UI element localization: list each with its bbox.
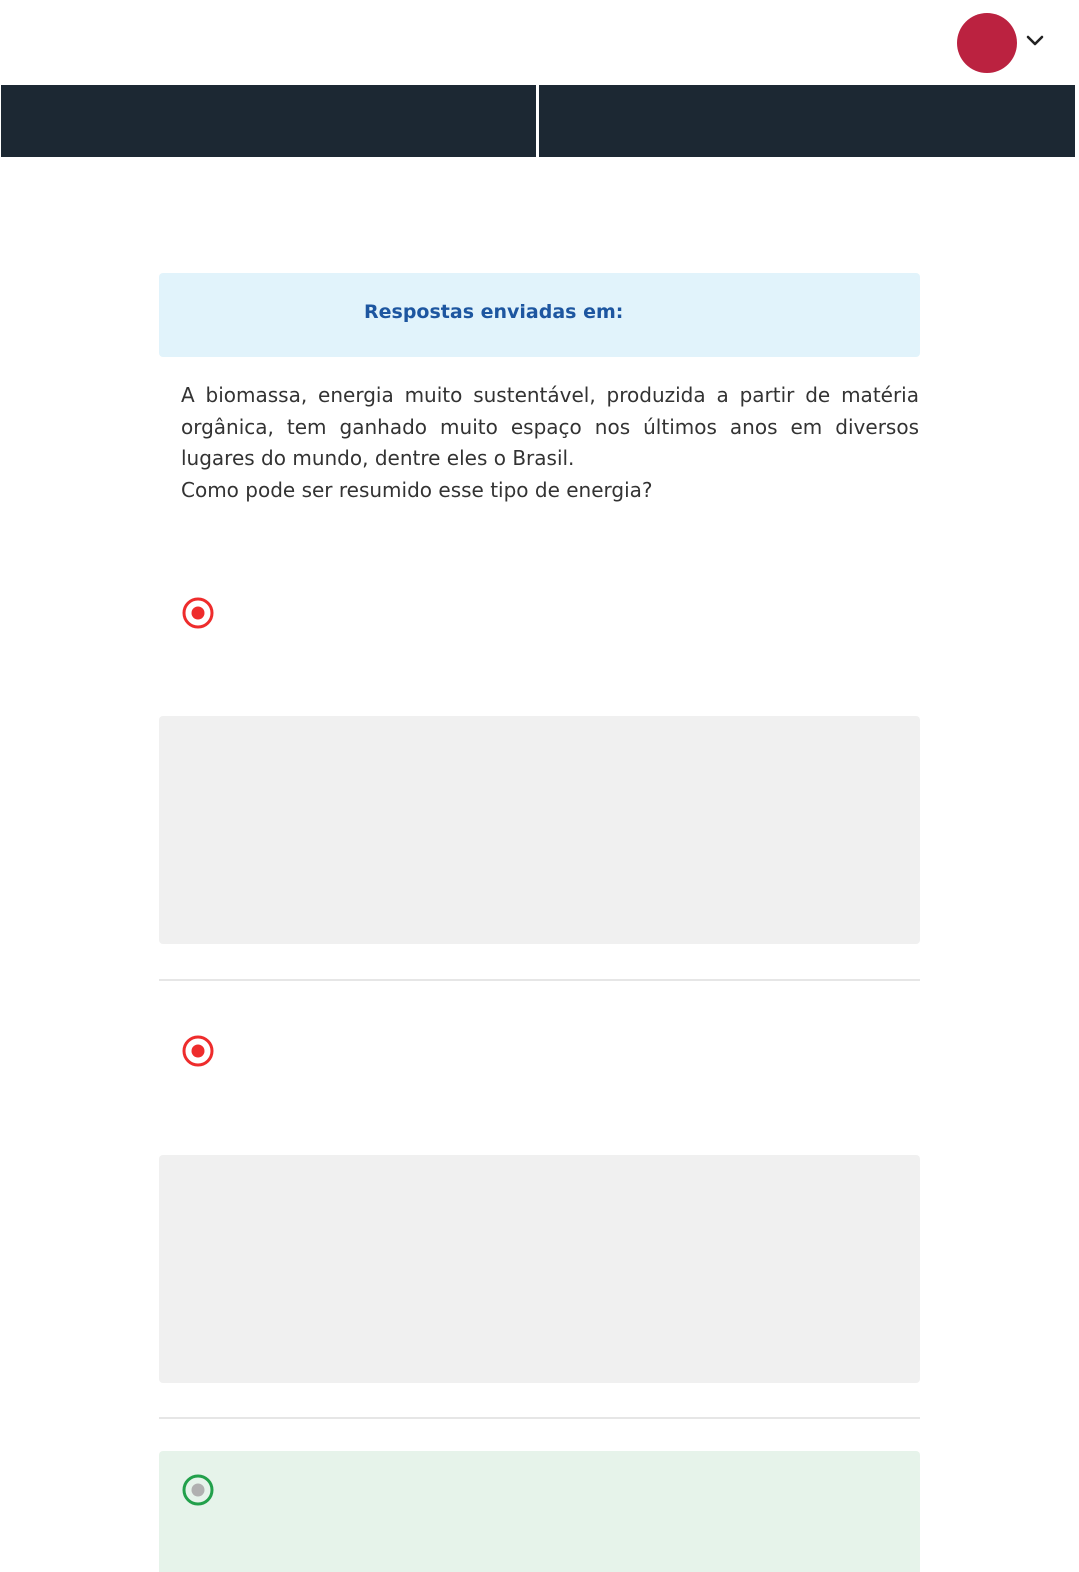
top-bar — [0, 0, 1079, 85]
answer-option-2-content — [159, 1155, 920, 1383]
avatar[interactable] — [957, 13, 1017, 73]
radio-selected-icon[interactable] — [181, 1034, 215, 1068]
submission-banner — [159, 273, 920, 357]
nav-tab-right[interactable] — [539, 85, 1075, 157]
nav-tab-left[interactable] — [1, 85, 536, 157]
chevron-down-icon[interactable] — [1024, 30, 1046, 52]
radio-correct-icon[interactable] — [181, 1473, 215, 1507]
divider — [159, 1417, 920, 1419]
question-paragraph: A biomassa, energia muito sustentável, produzida a partir de matéria orgânica, tem ganhado muito espaço nos últimos anos em diversos lugares do mundo, dentre eles o Brasil. — [181, 383, 919, 470]
correct-answer-box — [159, 1451, 920, 1572]
nav-bar — [1, 85, 1075, 157]
submission-banner-text: Respostas enviadas em: — [364, 301, 624, 323]
question-prompt: Como pode ser resumido esse tipo de energia? — [181, 477, 653, 502]
divider — [159, 979, 920, 981]
answer-option-1-content — [159, 716, 920, 944]
question-text — [181, 380, 919, 506]
radio-selected-icon[interactable] — [181, 596, 215, 630]
